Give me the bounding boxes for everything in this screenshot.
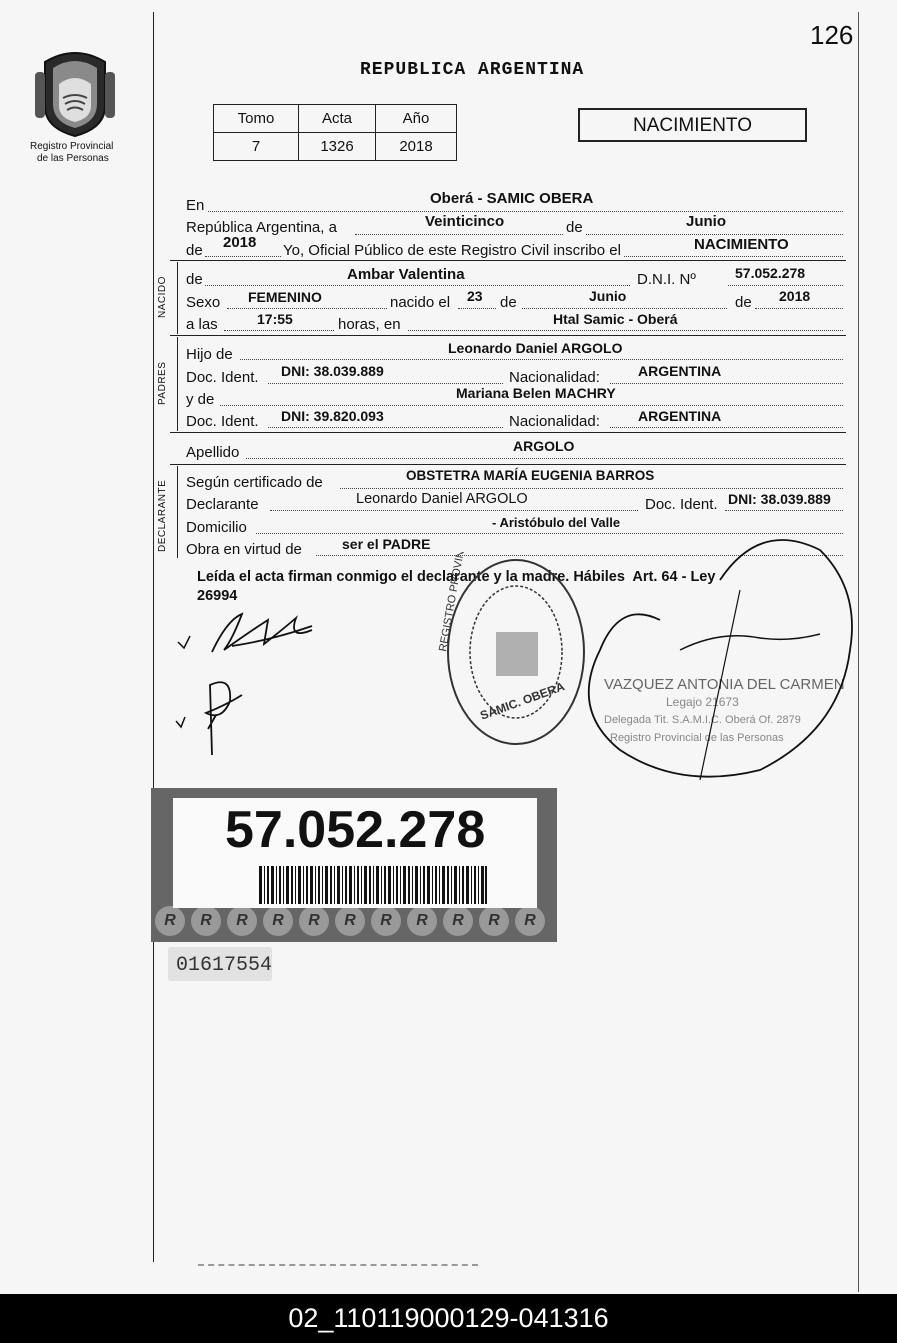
de-label-2: de [186, 242, 203, 259]
declarante-label: Declarante [186, 496, 259, 513]
apellido-value: ARGOLO [513, 438, 575, 454]
nacido-side-label: NACIDO [157, 276, 168, 318]
sexo: FEMENINO [248, 289, 322, 305]
y-de-label: y de [186, 391, 215, 408]
obra-label: Obra en virtud de [186, 541, 302, 558]
event: NACIMIENTO [694, 236, 789, 253]
record-type: NACIMIENTO [633, 115, 752, 136]
padres-side-label: PADRES [157, 361, 168, 405]
logo-caption-1: Registro Provincial [30, 141, 114, 152]
apellido-label: Apellido [186, 444, 240, 461]
child-dni: 57.052.278 [735, 265, 806, 281]
obra-value: ser el PADRE [342, 536, 431, 552]
domicilio-label: Domicilio [186, 519, 247, 536]
official-registry: Registro Provincial de las Personas [610, 732, 784, 744]
r-tile-icon: R [407, 906, 437, 936]
a-las-label: a las [186, 316, 218, 333]
sticker-dni-number: 57.052.278 [225, 801, 486, 859]
father-nat: ARGENTINA [638, 363, 722, 379]
record-table [213, 104, 457, 161]
signature-declarante-icon [172, 600, 322, 670]
shield-emblem-icon [33, 48, 117, 140]
mother-nat-label: Nacionalidad: [509, 413, 600, 430]
r-tile-icon: R [443, 906, 473, 936]
document-title: REPUBLICA ARGENTINA [360, 60, 585, 80]
horas-label: horas, en [338, 316, 401, 333]
year: 2018 [223, 234, 257, 251]
en-label: En [186, 197, 205, 214]
sticker-tile-row [151, 906, 557, 942]
serial-number: 01617554 [176, 954, 273, 977]
acta-header: Acta [299, 105, 376, 133]
r-tile-icon: R [335, 906, 365, 936]
father-name: Leonardo Daniel ARGOLO [448, 340, 623, 356]
cert-value: OBSTETRA MARÍA EUGENIA BARROS [406, 468, 655, 483]
father-doc-label: Doc. Ident. [186, 369, 259, 386]
logo-caption-2: de las Personas [37, 153, 109, 164]
acta-value: 1326 [299, 133, 376, 161]
month: Junio [686, 213, 726, 230]
r-tile-icon: R [299, 906, 329, 936]
birth-year: 2018 [779, 288, 811, 304]
birth-time: 17:55 [257, 311, 293, 327]
r-tile-icon: R [191, 906, 221, 936]
record-type-box [578, 108, 807, 142]
provincial-logo [33, 48, 117, 140]
father-doc: DNI: 38.039.889 [281, 363, 384, 379]
r-tile-icon: R [515, 906, 545, 936]
nacido-el-label: nacido el [390, 294, 451, 311]
birth-month: Junio [589, 288, 627, 304]
birth-place: Htal Samic - Oberá [553, 311, 678, 327]
oficial-text: Yo, Oficial Público de este Registro Civil inscribo el [283, 242, 621, 259]
signature-mother-icon [172, 665, 262, 760]
official-name: VAZQUEZ ANTONIA DEL CARMEN [604, 676, 845, 693]
tomo-header: Tomo [214, 105, 299, 133]
r-tile-icon: R [263, 906, 293, 936]
cert-label: Según certificado de [186, 474, 323, 491]
anio-value: 2018 [376, 133, 457, 161]
mother-name: Mariana Belen MACHRY [456, 385, 616, 401]
mother-doc-label: Doc. Ident. [186, 413, 259, 430]
nacido-de-label: de [186, 271, 203, 288]
r-tile-icon: R [227, 906, 257, 936]
declarante-doc-label: Doc. Ident. [645, 496, 718, 513]
child-name: Ambar Valentina [347, 266, 465, 283]
faint-bottom-marks [198, 1262, 478, 1266]
closing-text-2: 26994 [197, 588, 238, 604]
svg-text:REGISTRO PROVINCIAL DE LAS PER [438, 552, 489, 653]
nacido-de-year-label: de [735, 294, 752, 311]
dni-label: D.N.I. Nº [637, 271, 696, 288]
r-tile-icon: R [155, 906, 185, 936]
republica-label: República Argentina, a [186, 219, 337, 236]
bottom-caption-bar [0, 1294, 897, 1343]
tomo-value: 7 [214, 133, 299, 161]
official-delegation: Delegada Tit. S.A.M.I.C. Oberá Of. 2879 [604, 714, 801, 726]
stamp-inner-text: SAMIC. OBERA [478, 679, 567, 723]
official-legajo: Legajo 21673 [666, 695, 739, 709]
declarante-side-label: DECLARANTE [157, 479, 168, 552]
official-signature-icon [560, 530, 860, 780]
place: Oberá - SAMIC OBERA [430, 190, 594, 207]
mother-nat: ARGENTINA [638, 408, 722, 424]
serial-label [168, 947, 272, 981]
dni-sticker [151, 788, 557, 942]
anio-header: Año [376, 105, 457, 133]
birth-day: 23 [467, 288, 483, 304]
day-words: Veinticinco [425, 213, 505, 230]
declarante-name: Leonardo Daniel ARGOLO [356, 491, 528, 507]
declarante-doc: DNI: 38.039.889 [728, 491, 831, 507]
bottom-caption: 02_110119000129-041316 [288, 1303, 609, 1333]
mother-doc: DNI: 39.820.093 [281, 408, 384, 424]
left-margin-line [153, 12, 154, 1262]
de-label-1: de [566, 219, 583, 236]
nacido-de-month-label: de [500, 294, 517, 311]
hijo-de-label: Hijo de [186, 346, 233, 363]
sexo-label: Sexo [186, 294, 221, 311]
r-tile-icon: R [371, 906, 401, 936]
domicilio-value: - Aristóbulo del Valle [492, 515, 621, 530]
barcode-icon [259, 866, 487, 904]
page-number: 126 [810, 20, 854, 50]
closing-text-1: Leída el acta firman conmigo el declarante y la madre. Hábiles Art. 64 - Ley [197, 569, 716, 585]
father-nat-label: Nacionalidad: [509, 369, 600, 386]
r-tile-icon: R [479, 906, 509, 936]
